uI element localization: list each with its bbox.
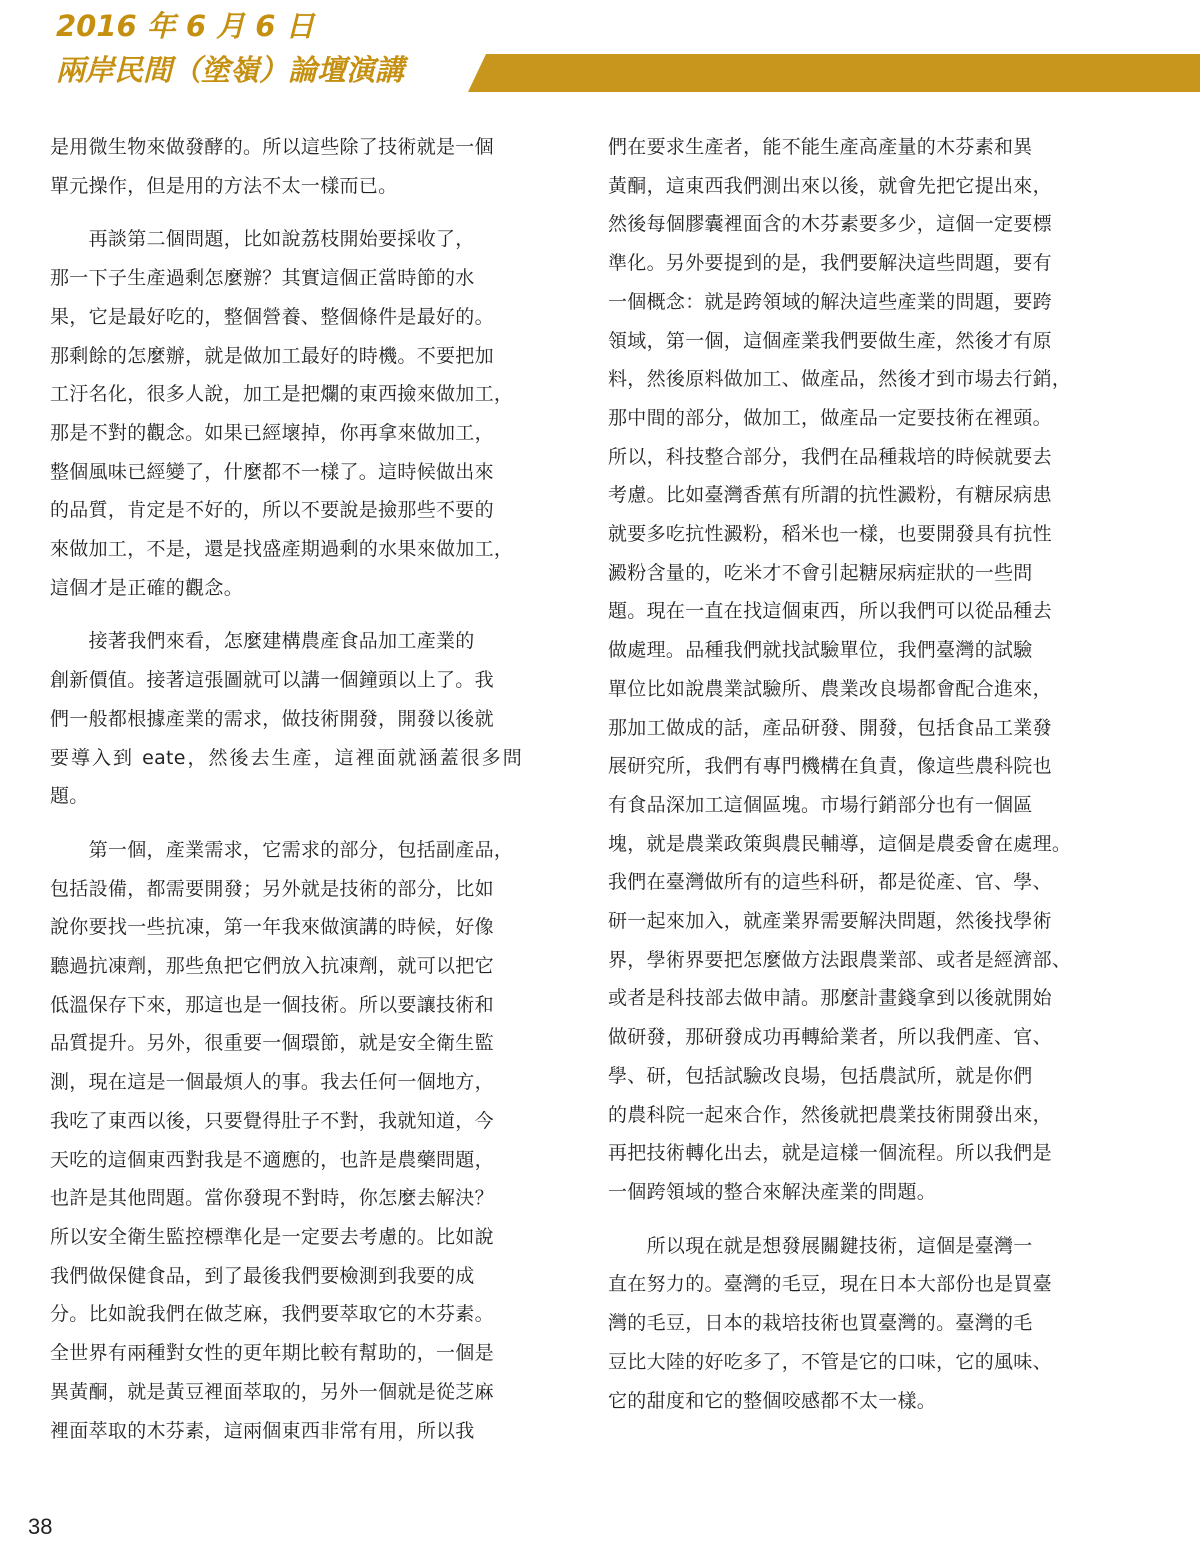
- paragraph: 接著我們來看，怎麼建構農產食品加工產業的 創新價值。接著這張圖就可以講一個鐘頭以上了。我 們一般都根據產業的需求，做技術開發，開發以後就 要導入到 eate，然後去生產，這裡面就涵蓋很多問題。: [50, 630, 522, 808]
- page-header: [0, 0, 1200, 100]
- paragraph: 再談第二個問題，比如說荔枝開始要採收了， 那一下子生產過剩怎麼辦？其實這個正當時節的水 果，它是最好吃的，整個營養、整個條件是最好的。 那剩餘的怎麼辦，就是做加工最好的時機。不要把加 工汙名化，很多人說，加工是把爛的東西撿來做加工， 那是不對的觀念。如果已經壞掉，你再拿來做加工， 整個風味已經變了，什麼都不一樣了。這時候做出來 的品質，肯定是不好的，所以不要說是撿那些不要的 來做加工，不是，還是找盛產期過剩的水果來做加工， 這個才是正確的觀念。: [50, 228, 514, 599]
- page-number: 38: [28, 1514, 53, 1539]
- right-column: [608, 128, 1080, 1420]
- left-column: [50, 128, 522, 1450]
- paragraph: 所以現在就是想發展關鍵技術，這個是臺灣一 直在努力的。臺灣的毛豆，現在日本大部份也是買臺 灣的毛豆，日本的栽培技術也買臺灣的。臺灣的毛 豆比大陸的好吃多了，不管是它的口味，它的風味、 它的甜度和它的整個咬感都不太一樣。: [608, 1234, 1052, 1412]
- paragraph: 是用微生物來做發酵的。所以這些除了技術就是一個 單元操作，但是用的方法不太一樣而已。: [50, 136, 494, 197]
- header-accent-bar: [468, 54, 1200, 92]
- header-title: 兩岸民間（塗嶺）論壇演講: [56, 53, 405, 87]
- paragraph: 第一個，產業需求，它需求的部分，包括副產品， 包括設備，都需要開發；另外就是技術的部分，比如 說你要找一些抗凍，第一年我來做演講的時候，好像 聽過抗凍劑，那些魚把它們放入抗凍劑，就可以把它 低溫保存下來，那這也是一個技術。所以要讓技術和 品質提升。另外，很重要一個環節，就是安全衛生監 測，現在這是一個最煩人的事。我去任何一個地方， 我吃了東西以後，只要覺得肚子不對，我就知道，今 天吃的這個東西對我是不適應的，也許是農藥問題， 也許是其他問題。當你發現不對時，你怎麼去解決？ 所以安全衛生監控標準化是一定要去考慮的。比如說 我們做保健食品，到了最後我們要檢測到我要的成 分。比如說我們在做芝麻，我們要萃取它的木芬素。 全世界有兩種對女性的更年期比較有幫助的，一個是 異黃酮，就是黃豆裡面萃取的，另外一個就是從芝麻 裡面萃取的木芬素，這兩個東西非常有用，所以我: [50, 838, 514, 1442]
- paragraph: 們在要求生產者，能不能生產高產量的木芬素和異 黃酮，這東西我們測出來以後，就會先把它提出來， 然後每個膠囊裡面含的木芬素要多少，這個一定要標 準化。另外要提到的是，我們要解決這些問題，要有 一個概念：就是跨領域的解決這些產業的問題，要跨 領域，第一個，這個產業我們要做生產，然後才有原 料，然後原料做加工、做產品，然後才到市場去行銷， 那中間的部分，做加工，做產品一定要技術在裡頭。 所以，科技整合部分，我們在品種栽培的時候就要去 考慮。比如臺灣香蕉有所謂的抗性澱粉，有糖尿病患 就要多吃抗性澱粉，稻米也一樣，也要開發具有抗性 澱粉含量的，吃米才不會引起糖尿病症狀的一些問 題。現在一直在找這個東西，所以我們可以從品種去 做處理。品種我們就找試驗單位，我們臺灣的試驗 單位比如說農業試驗所、農業改良場都會配合進來， 那加工做成的話，產品研發、開發，包括食品工業發 展研究所，我們有專門機構在負責，像這些農科院也 有食品深加工這個區塊。市場行銷部分也有一個區 塊，就是農業政策與農民輔導，這個是農委會在處理。 我們在臺灣做所有的這些科研，都是從產、官、學、 研一起來加入，就產業界需要解決問題，然後找學術 界，學術界要把怎麼做方法跟農業部、或者是經濟部、 或者是科技部去做申請。那麼計畫錢拿到以後就開始 做研發，那研發成功再轉給業者，所以我們產、官、 學、研，包括試驗改良場，包括農試所，就是你們 的農科院一起來合作，然後就把農業技術開發出來， 再把技術轉化出去，就是這樣一個流程。所以我們是 一個跨領域的整合來解決產業的問題。: [608, 136, 1072, 1203]
- header-date: 2016 年 6 月 6 日: [56, 9, 315, 43]
